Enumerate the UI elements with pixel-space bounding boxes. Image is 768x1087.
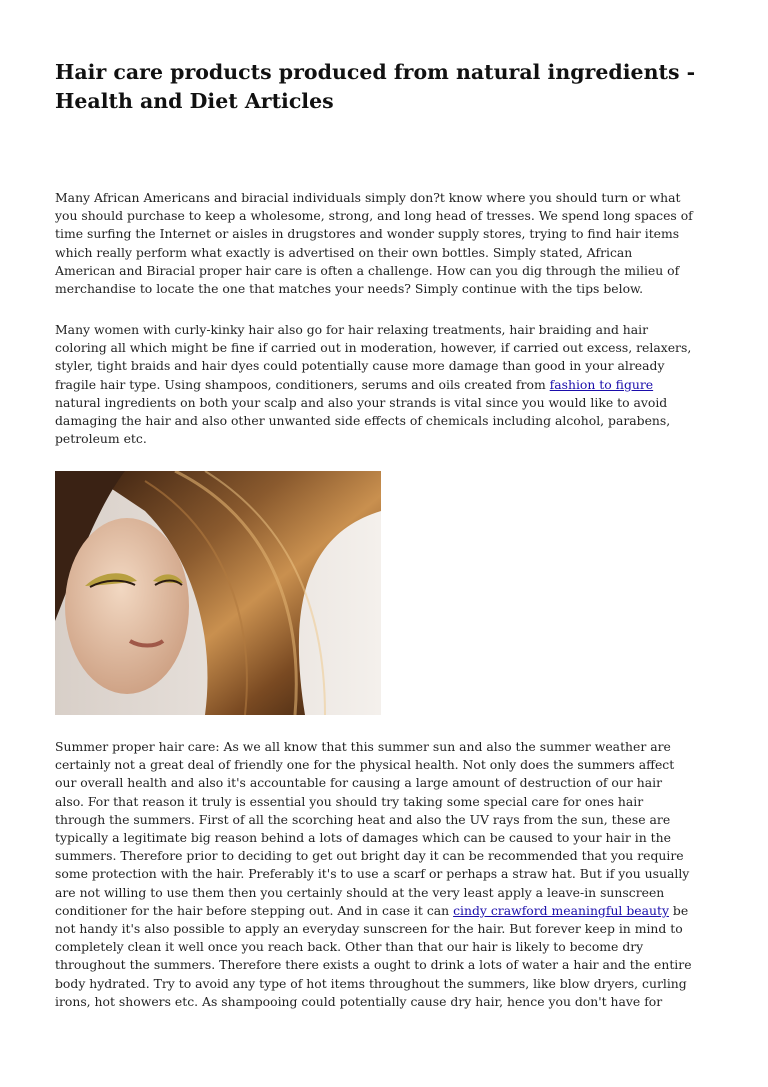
text-line: not handy it's also possible to apply an everyday sunscreen for the hair. But forever keep in mind to [55, 921, 683, 937]
text-line: also. For that reason it truly is essential you should try taking some special care for ones hair [55, 793, 644, 809]
page-title [55, 58, 715, 116]
text-line: throughout the summers. Therefore there exists a ought to drink a lots of water a hair and the entire [55, 957, 692, 973]
text-line: you should purchase to keep a wholesome, strong, and long head of tresses. We spend long spaces of [55, 208, 693, 224]
cindy-crawford-link[interactable]: cindy crawford meaningful beauty [453, 902, 669, 918]
text-line: styler, tight braids and hair dyes could potentially cause more damage than good in your already [55, 358, 665, 374]
text-fragment: fragile hair type. Using shampoos, conditioners, serums and oils created from [55, 376, 550, 392]
text-line: coloring all which might be fine if carried out in moderation, however, if carried out excess, relaxers, [55, 340, 692, 356]
text-line: certainly not a great deal of friendly one for the physical health. Not only does the summers affect [55, 757, 675, 773]
hair-model-illustration [55, 471, 381, 715]
hair-model-photo [55, 471, 381, 715]
text-line: through the summers. First of all the scorching heat and also the UV rays from the sun, these are [55, 811, 671, 827]
text-line: Many African Americans and biracial individuals simply don?t know where you should turn or what [55, 190, 681, 205]
text-line: irons, hot showers etc. As shampooing could potentially cause dry hair, hence you don't have for [55, 993, 663, 1009]
title-line-1: Hair care products produced from natural ingredients - [55, 60, 696, 84]
text-line: natural ingredients on both your scalp and also your strands is vital since you would like to avoid [55, 394, 668, 410]
text-line: Summer proper hair care: As we all know that this summer sun and also the summer weather are [55, 739, 671, 754]
text-line: body hydrated. Try to avoid any type of hot items throughout the summers, like blow dryers, curling [55, 975, 687, 991]
text-fragment: be [668, 902, 689, 918]
text-line: petroleum etc. [55, 431, 147, 447]
text-line: completely clean it well once you reach back. Other than that our hair is likely to become dry [55, 939, 644, 955]
text-line: damaging the hair and also other unwanted side effects of chemicals including alcohol, parabens, [55, 413, 671, 429]
text-line: merchandise to locate the one that matches your needs? Simply continue with the tips below. [55, 281, 644, 297]
paragraph-2 [55, 321, 717, 448]
text-line [55, 376, 717, 394]
title-line-2: Health and Diet Articles [55, 89, 334, 113]
paragraph-1 [55, 189, 717, 298]
text-line: are not willing to use them then you certainly should at the very least apply a leave-in sunscreen [55, 884, 665, 900]
text-line: typically a legitimate big reason behind a lots of damages which can be caused to your hair in the [55, 830, 671, 846]
text-line: which really perform what exactly is advertised on their own bottles. Simply stated, African [55, 244, 633, 260]
text-line: American and Biracial proper hair care is often a challenge. How can you dig through the milieu of [55, 262, 680, 278]
text-line: summers. Therefore prior to deciding to get out bright day it can be recommended that you require [55, 848, 684, 864]
text-line [55, 902, 717, 920]
paragraph-3 [55, 738, 717, 1011]
text-fragment: conditioner for the hair before stepping out. And in case it can [55, 902, 454, 918]
text-line: Many women with curly-kinky hair also go for hair relaxing treatments, hair braiding and hair [55, 322, 649, 337]
text-line: our overall health and also it's accountable for causing a large amount of destruction of our hair [55, 775, 662, 791]
fashion-to-figure-link[interactable]: fashion to figure [549, 376, 654, 392]
text-line: some protection with the hair. Preferably it's to use a scarf or perhaps a straw hat. But if you usually [55, 866, 690, 882]
text-line: time surfing the Internet or aisles in drugstores and wonder supply stores, trying to find hair items [55, 226, 680, 242]
